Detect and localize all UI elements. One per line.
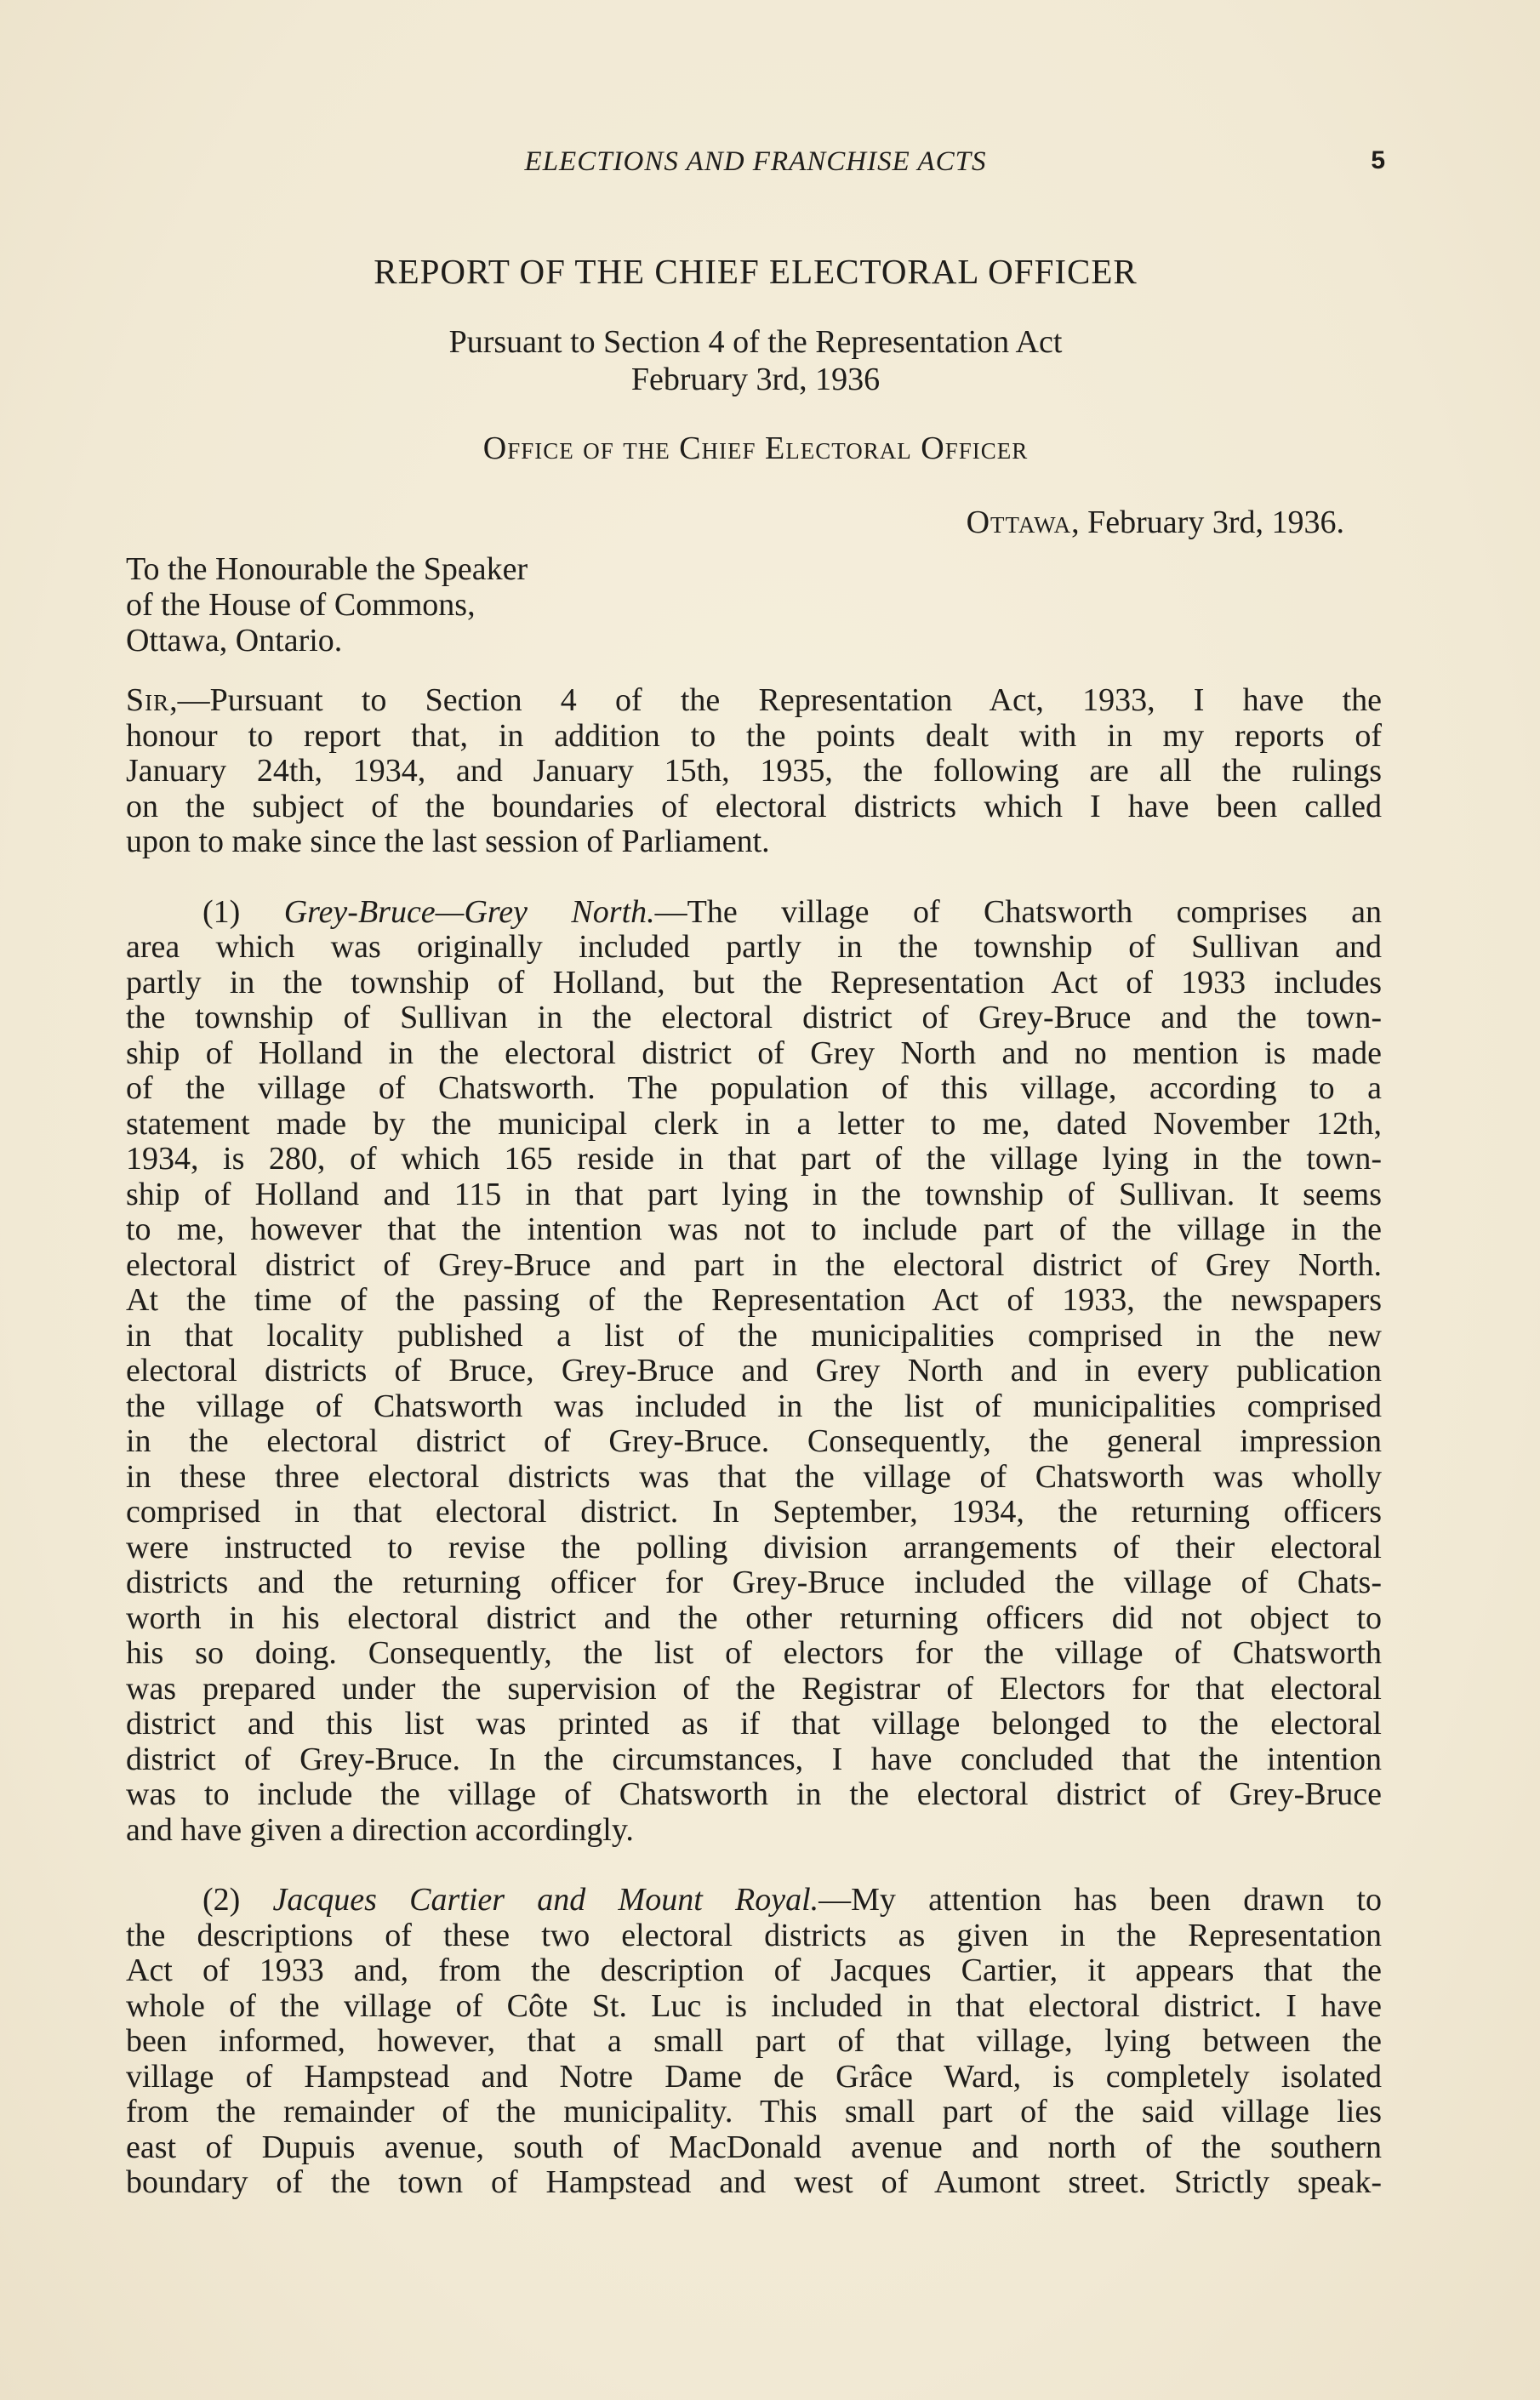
office-line: Office of the Chief Electoral Officer <box>482 430 1029 466</box>
text-line: was to include the village of Chatsworth in the electoral district of Grey-Bruce <box>126 1777 1382 1812</box>
ruling-paragraph-1 <box>126 895 1382 1849</box>
text-line: in these three electoral districts was that the village of Chatsworth was wholly <box>126 1459 1382 1495</box>
addressee-line: of the House of Commons, <box>126 587 476 623</box>
ruling-heading: Jacques Cartier and Mount Royal. <box>272 1883 819 1918</box>
letter-body <box>126 683 1382 2201</box>
pursuant-line: Pursuant to Section 4 of the Representation Act <box>448 324 1063 360</box>
text-line: partly in the township of Holland, but the Representation Act of 1933 includes <box>126 965 1382 1000</box>
text-line: area which was originally included partly in the township of Sullivan and <box>126 930 1382 965</box>
intro-paragraph <box>126 683 1382 860</box>
text-line: electoral districts of Bruce, Grey-Bruce and Grey North and in every publication <box>126 1354 1382 1388</box>
pursuant-statement <box>126 323 1385 398</box>
text-line: village of Hampstead and Notre Dame de Grâce Ward, is completely isolated <box>126 2059 1382 2095</box>
text-line: Sir,—Pursuant to Section 4 of the Representation Act, 1933, I have the <box>126 683 1382 718</box>
dateline-place: Ottawa <box>966 505 1072 540</box>
text-line: been informed, however, that a small part of that village, lying between the <box>126 2024 1382 2059</box>
text-line: comprised in that electoral district. In September, 1934, the returning officers <box>126 1495 1382 1530</box>
dateline <box>126 504 1344 541</box>
text-line: the descriptions of these two electoral districts as given in the Representation <box>126 1918 1382 1953</box>
text-line: the village of Chatsworth was included in the list of municipalities comprised <box>126 1388 1382 1424</box>
text-line: upon to make since the last session of Parliament. <box>126 824 770 859</box>
ruling-number: (2) <box>202 1883 273 1918</box>
text-line: whole of the village of Côte St. Luc is included in that electoral district. I have <box>126 1988 1382 2024</box>
text-line: January 24th, 1934, and January 15th, 1935, the following are all the rulings <box>126 754 1382 789</box>
ruling-number: (1) <box>202 894 284 930</box>
ruling-heading: Grey-Bruce—Grey North. <box>283 894 655 930</box>
salutation: Sir <box>126 683 170 718</box>
addressee-line: To the Honourable the Speaker <box>126 551 528 587</box>
text-line: the township of Sullivan in the electoral district of Grey-Bruce and the town- <box>126 1000 1382 1035</box>
text-line: was prepared under the supervision of the Registrar of Electors for that electoral <box>126 1671 1382 1707</box>
text-line: statement made by the municipal clerk in a letter to me, dated November 12th, <box>126 1106 1382 1142</box>
addressee-line: Ottawa, Ontario. <box>126 623 343 658</box>
text-line: district of Grey-Bruce. In the circumstances, I have concluded that the intention <box>126 1742 1382 1777</box>
dateline-date: , February 3rd, 1936. <box>1071 505 1344 540</box>
text-line: and have given a direction accordingly. <box>126 1812 634 1848</box>
text-line: in the electoral district of Grey-Bruce. Consequently, the general impression <box>126 1424 1382 1459</box>
text-line: (2) Jacques Cartier and Mount Royal.—My attention has been drawn to <box>202 1883 1382 1918</box>
text-line: were instructed to revise the polling division arrangements of their electoral <box>126 1530 1382 1565</box>
report-title: REPORT OF THE CHIEF ELECTORAL OFFICER <box>374 252 1138 291</box>
text-line: boundary of the town of Hampstead and west of Aumont street. Strictly speak- <box>126 2165 1382 2200</box>
text-line: Act of 1933 and, from the description of Jacques Cartier, it appears that the <box>126 1953 1382 1988</box>
text-line: east of Dupuis avenue, south of MacDonald avenue and north of the southern <box>126 2129 1382 2165</box>
text-line: ship of Holland in the electoral district of Grey North and no mention is made <box>126 1035 1382 1071</box>
text-line: worth in his electoral district and the other returning officers did not object to <box>126 1600 1382 1636</box>
text-line: honour to report that, in addition to the points dealt with in my reports of <box>126 718 1382 754</box>
addressee-block <box>126 551 807 658</box>
text-line: At the time of the passing of the Representation Act of 1933, the newspapers <box>126 1283 1382 1318</box>
text-line: in that locality published a list of the municipalities comprised in the new <box>126 1318 1382 1354</box>
text-line: his so doing. Consequently, the list of electors for the village of Chatsworth <box>126 1636 1382 1671</box>
running-title: ELECTIONS AND FRANCHISE ACTS <box>524 146 987 177</box>
text-line: from the remainder of the municipality. This small part of the said village lies <box>126 2095 1382 2129</box>
ruling-paragraph-2 <box>126 1883 1382 2201</box>
text-line: districts and the returning officer for Grey-Bruce included the village of Chats- <box>126 1565 1382 1600</box>
running-head <box>126 146 1385 189</box>
pursuant-date: February 3rd, 1936 <box>630 362 881 397</box>
page-number: 5 <box>1371 146 1385 174</box>
text-line: district and this list was printed as if that village belonged to the electoral <box>126 1707 1382 1742</box>
text-line: on the subject of the boundaries of electoral districts which I have been called <box>126 789 1382 824</box>
text-line: of the village of Chatsworth. The population of this village, according to a <box>126 1071 1382 1106</box>
text-line: 1934, is 280, of which 165 reside in that part of the village lying in the town- <box>126 1142 1382 1177</box>
text-line: to me, however that the intention was not to include part of the village in the <box>126 1212 1382 1247</box>
text-line: ship of Holland and 115 in that part lying in the township of Sullivan. It seems <box>126 1177 1382 1212</box>
text-line: electoral district of Grey-Bruce and part in the electoral district of Grey North. <box>126 1247 1382 1283</box>
text-line: (1) Grey-Bruce—Grey North.—The village of Chatsworth comprises an <box>202 894 1382 930</box>
